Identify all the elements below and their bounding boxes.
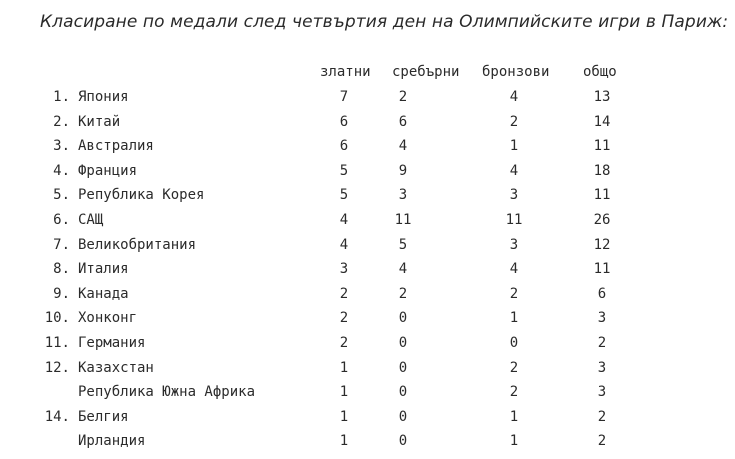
- silver-cell: 0: [398, 433, 408, 450]
- total-cell: 11: [593, 138, 611, 155]
- gold-cell: 5: [339, 187, 349, 204]
- gold-cell: 4: [339, 236, 349, 253]
- bronze-cell: 4: [509, 162, 519, 179]
- total-cell: 26: [593, 212, 611, 228]
- silver-cell: 2: [398, 285, 408, 302]
- bronze-cell: 1: [509, 138, 519, 155]
- silver-cell: 9: [398, 162, 408, 179]
- total-cell: 2: [597, 335, 607, 351]
- total-cell: 13: [593, 89, 611, 105]
- rank-cell: 10.: [44, 310, 70, 327]
- table-row: [0, 284, 735, 308]
- table-row: [0, 136, 735, 160]
- rank-cell: 7.: [53, 236, 70, 253]
- bronze-cell: 2: [509, 113, 519, 130]
- header-total: общо: [583, 64, 617, 80]
- rank-cell: 5.: [53, 187, 70, 204]
- total-cell: 2: [597, 433, 607, 450]
- silver-cell: 3: [398, 187, 408, 204]
- total-cell: 3: [597, 310, 607, 327]
- country-cell: Германия: [78, 335, 146, 351]
- gold-cell: 6: [339, 138, 349, 155]
- rank-cell: 12.: [44, 359, 70, 376]
- total-cell: 11: [593, 187, 611, 204]
- silver-cell: 0: [398, 408, 408, 425]
- table-row: [0, 185, 735, 209]
- country-cell: Република Южна Африка: [78, 384, 256, 401]
- total-cell: 3: [597, 384, 607, 401]
- silver-cell: 11: [394, 212, 412, 228]
- table-row: [0, 333, 735, 357]
- gold-cell: 1: [339, 433, 349, 450]
- rank-cell: 1.: [53, 89, 70, 105]
- silver-cell: 5: [398, 236, 408, 253]
- country-cell: САЩ: [78, 212, 104, 228]
- silver-cell: 0: [398, 310, 408, 327]
- bronze-cell: 2: [509, 359, 519, 376]
- silver-cell: 4: [398, 261, 408, 278]
- table-row: [0, 308, 735, 332]
- bronze-cell: 2: [509, 384, 519, 401]
- table-row: [0, 235, 735, 259]
- total-cell: 14: [593, 113, 611, 130]
- table-row: [0, 161, 735, 185]
- country-cell: Ирландия: [78, 433, 146, 450]
- total-cell: 3: [597, 359, 607, 376]
- rank-cell: 14.: [44, 408, 70, 425]
- country-cell: Канада: [78, 285, 129, 302]
- total-cell: 6: [597, 285, 607, 302]
- gold-cell: 2: [339, 285, 349, 302]
- silver-cell: 0: [398, 335, 408, 351]
- table-row: [0, 112, 735, 136]
- bronze-cell: 1: [509, 433, 519, 450]
- gold-cell: 2: [339, 335, 349, 351]
- bronze-cell: 1: [509, 408, 519, 425]
- bronze-cell: 11: [505, 212, 523, 228]
- silver-cell: 0: [398, 384, 408, 401]
- gold-cell: 7: [339, 89, 349, 105]
- rank-cell: 6.: [53, 212, 70, 228]
- country-cell: Япония: [78, 89, 129, 105]
- gold-cell: 1: [339, 384, 349, 401]
- silver-cell: 4: [398, 138, 408, 155]
- country-cell: Белгия: [78, 408, 129, 425]
- gold-cell: 6: [339, 113, 349, 130]
- table-row: [0, 358, 735, 382]
- country-cell: Франция: [78, 162, 138, 179]
- gold-cell: 4: [339, 212, 349, 228]
- gold-cell: 2: [339, 310, 349, 327]
- silver-cell: 0: [398, 359, 408, 376]
- total-cell: 12: [593, 236, 611, 253]
- header-silver: сребърни: [392, 64, 460, 80]
- rank-cell: 3.: [53, 138, 70, 155]
- silver-cell: 6: [398, 113, 408, 130]
- table-row: [0, 87, 735, 111]
- total-cell: 11: [593, 261, 611, 278]
- country-cell: Италия: [78, 261, 129, 278]
- table-row: [0, 431, 735, 455]
- rank-cell: 11.: [44, 335, 70, 351]
- page-title: Класиране по медали след четвъртия ден на Олимпийските игри в Париж:: [40, 12, 729, 32]
- rank-cell: 2.: [53, 113, 70, 130]
- bronze-cell: 1: [509, 310, 519, 327]
- country-cell: Казахстан: [78, 359, 154, 376]
- total-cell: 18: [593, 162, 611, 179]
- bronze-cell: 3: [509, 236, 519, 253]
- country-cell: Великобритания: [78, 236, 197, 253]
- table-row: [0, 210, 735, 234]
- country-cell: Китай: [78, 113, 121, 130]
- bronze-cell: 3: [509, 187, 519, 204]
- rank-cell: 9.: [53, 285, 70, 302]
- table-row: [0, 407, 735, 431]
- rank-cell: 8.: [53, 261, 70, 278]
- country-cell: Хонконг: [78, 310, 138, 327]
- table-row: [0, 259, 735, 283]
- gold-cell: 1: [339, 408, 349, 425]
- bronze-cell: 4: [509, 89, 519, 105]
- table-row: [0, 382, 735, 406]
- gold-cell: 5: [339, 162, 349, 179]
- gold-cell: 1: [339, 359, 349, 376]
- silver-cell: 2: [398, 89, 408, 105]
- header-gold: златни: [320, 64, 371, 80]
- bronze-cell: 0: [509, 335, 519, 351]
- header-bronze: бронзови: [482, 64, 550, 80]
- bronze-cell: 2: [509, 285, 519, 302]
- total-cell: 2: [597, 408, 607, 425]
- gold-cell: 3: [339, 261, 349, 278]
- country-cell: Република Корея: [78, 187, 205, 204]
- country-cell: Австралия: [78, 138, 154, 155]
- rank-cell: 4.: [53, 162, 70, 179]
- bronze-cell: 4: [509, 261, 519, 278]
